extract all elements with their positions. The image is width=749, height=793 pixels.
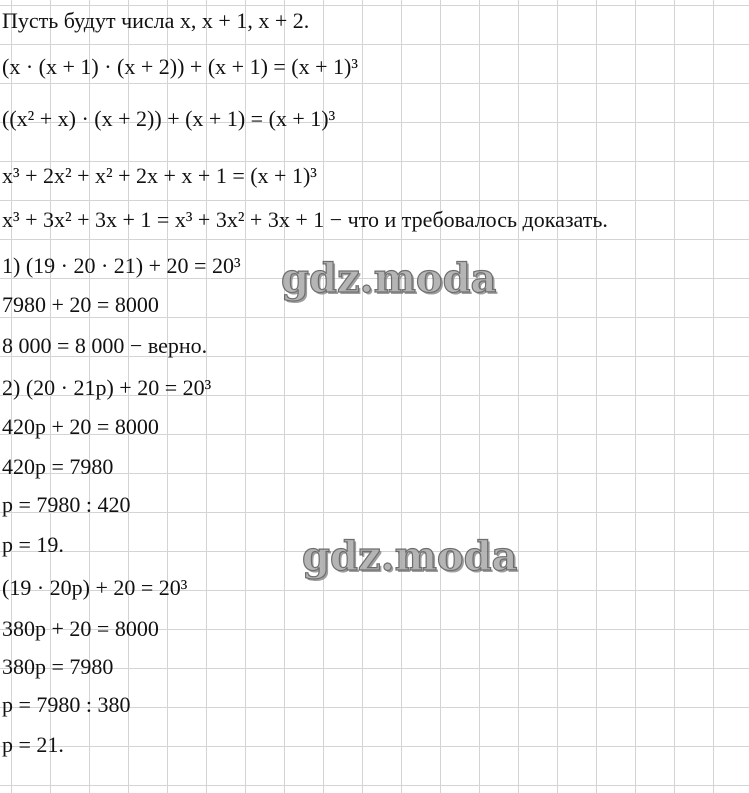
solution-line-11: 420p = 7980 [2,454,114,479]
solution-line-7: 7980 + 20 = 8000 [2,292,159,317]
solution-line-12: p = 7980 : 420 [2,492,131,517]
watermark-logo: gdz.moda [302,533,518,580]
solution-line-14: (19 · 20p) + 20 = 20³ [2,575,188,600]
solution-line-4: x³ + 2x² + x² + 2x + x + 1 = (x + 1)³ [2,163,317,188]
solution-line-2: (x · (x + 1) · (x + 2)) + (x + 1) = (x + 1)³ [2,54,358,79]
solution-line-17: p = 7980 : 380 [2,692,131,717]
watermark-logo: gdz.moda [281,255,497,302]
solution-line-16: 380p = 7980 [2,654,114,679]
solution-line-1: Пусть будут числа x, x + 1, x + 2. [2,8,310,33]
solution-line-8: 8 000 = 8 000 − верно. [2,333,208,358]
solution-line-6: 1) (19 · 20 · 21) + 20 = 20³ [2,253,241,278]
solution-line-15: 380p + 20 = 8000 [2,616,159,641]
solution-line-13: p = 19. [2,532,64,557]
solution-line-18: p = 21. [2,732,64,757]
solution-line-9: 2) (20 · 21p) + 20 = 20³ [2,375,212,400]
solution-line-5: x³ + 3x² + 3x + 1 = x³ + 3x² + 3x + 1 − что и требовалось доказать. [2,207,608,232]
solution-line-3: ((x² + x) · (x + 2)) + (x + 1) = (x + 1)³ [2,106,336,131]
solution-line-10: 420p + 20 = 8000 [2,414,159,439]
